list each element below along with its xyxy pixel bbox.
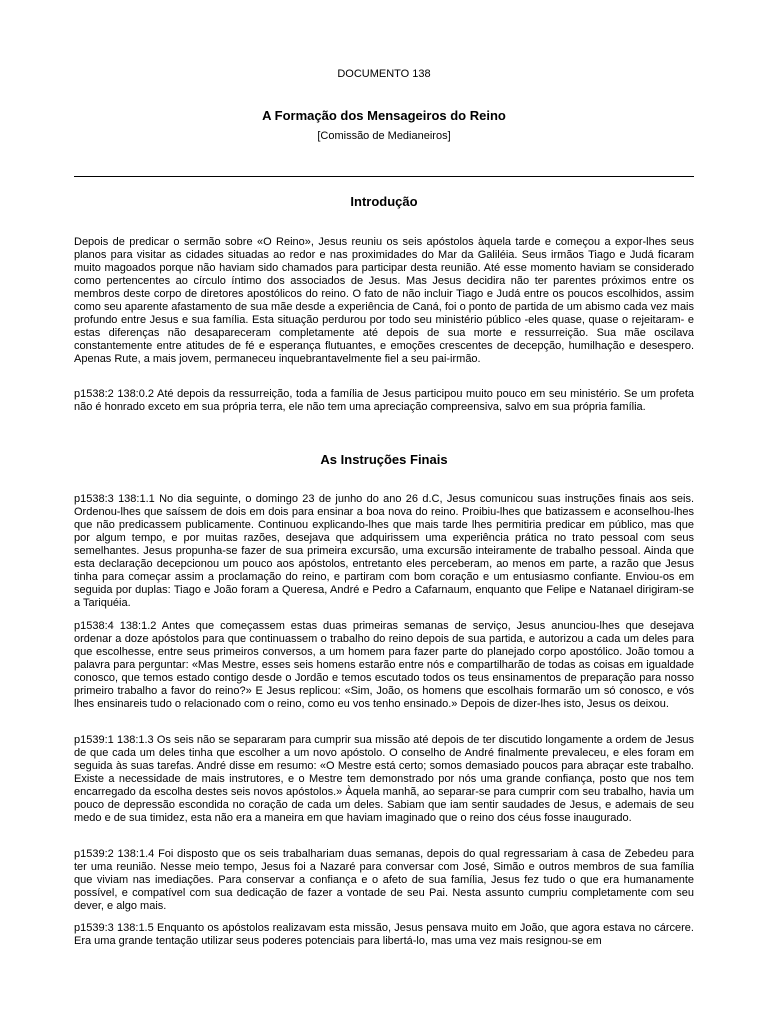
paragraph-instrucoes-2: p1538:4 138:1.2 Antes que começassem estas duas primeiras semanas de serviço, Jesus anunciou-lhes que desejava ordenar a doze apóstolos para que continuassem o trabalho do reino depois de sua partida, e autorizou a cada um deles para que escolhesse, entre seus primeiros conversos, a um homem para fazer parte do planejado corpo apostólico. João tomou a palavra para perguntar: «Mas Mestre, esses seis homens estarão entre nós e compartilharão de todas as coisas em igualdade conosco, que temos estado contigo desde o Jordão e temos escutado todos os teus ensinamentos de preparação para nosso primeiro trabalho a favor do reino?» E Jesus replicou: «Sim, João, os homens que escolhais formarão um só conosco, e vós lhes ensinareis tudo o relacionado com o reino, como eu vos tenho ensinado.» Depois de dizer-lhes isto, Jesus os deixou. [74,620,694,710]
section-heading-introducao: Introdução [350,194,418,209]
section-heading-instrucoes-finais: As Instruções Finais [320,452,448,467]
document-number: DOCUMENTO 138 [337,68,431,80]
paragraph-instrucoes-3: p1539:1 138:1.3 Os seis não se separaram para cumprir sua missão até depois de ter discutido longamente a ordem de Jesus de que cada um deles tinha que escolher a um novo apóstolo. O conselho de André finalmente prevaleceu, e eles foram em seguida às suas tarefas. André disse em resumo: «O Mestre está certo; somos demasiado poucos para abraçar este trabalho. Existe a necessidade de mais instrutores, e o Mestre tem demonstrado por nós uma grande confiança, posto que nos tem encarregado da escolha destes seis novos apóstolos.» Àquela manhã, ao separar-se para cumprir com seu trabalho, havia um pouco de depressão escondida no coração de cada um deles. Sabiam que iam sentir saudades de Jesus, e ademais de seu medo e de sua timidez, esta não era a maneira em que haviam imaginado que o reino dos céus fosse inaugurado. [74,734,694,824]
document-subtitle: [Comissão de Medianeiros] [317,130,451,142]
paragraph-instrucoes-4: p1539:2 138:1.4 Foi disposto que os seis trabalhariam duas semanas, depois do qual regressariam à casa de Zebedeu para ter uma reunião. Nesse meio tempo, Jesus foi a Nazaré para conversar com José, Simão e outros membros de sua família que viviam nas imediações. Para conservar a confiança e o afeto de sua família, Jesus fez tudo o que era humanamente possível, e compatível com sua dedicação de fazer a vontade de seu Pai. Nesta assunto cumpriu completamente com seu dever, e algo mais. [74,848,694,912]
paragraph-instrucoes-1: p1538:3 138:1.1 No dia seguinte, o domingo 23 de junho do ano 26 d.C, Jesus comunicou suas instruções finais aos seis. Ordenou-lhes que saíssem de dois em dois para ensinar a boa nova do reino. Proibiu-lhes que batizassem e aconselhou-lhes que não predicassem publicamente. Continuou explicando-lhes que mais tarde lhes permitiria predicar em público, mas que por algum tempo, e por muitas razões, desejava que adquirissem uma experiência prática no trato pessoal com seus semelhantes. Jesus propunha-se fazer de sua primeira excursão, uma excursão inteiramente de trabalho pessoal. Ainda que esta declaração decepcionou um pouco aos apóstolos, entretanto eles perceberam, ao menos em parte, a razão que Jesus tinha para começar assim a proclamação do reino, e partiram com bom coração e um entusiasmo confiante. Enviou-os em seguida por duplas: Tiago e João foram a Queresa, André e Pedro a Cafarnaum, enquanto que Felipe e Natanael dirigiram-se a Tariquéia. [74,493,694,609]
document-title: A Formação dos Mensageiros do Reino [262,108,506,123]
paragraph-intro-2: p1538:2 138:0.2 Até depois da ressurreição, toda a família de Jesus participou muito pouco em seu ministério. Se um profeta não é honrado exceto em sua própria terra, ele não tem uma apreciação compreensiva, salvo em sua própria família. [74,388,694,413]
horizontal-divider [74,176,694,177]
paragraph-instrucoes-5: p1539:3 138:1.5 Enquanto os apóstolos realizavam esta missão, Jesus pensava muito em João, que agora estava no cárcere. Era uma grande tentação utilizar seus poderes potenciais para libertá-lo, mas uma vez mais resignou-se em [74,922,694,947]
paragraph-intro-1: Depois de predicar o sermão sobre «O Reino», Jesus reuniu os seis apóstolos àquela tarde e começou a expor-lhes seus planos para visitar as cidades situadas ao redor e nas proximidades do Mar da Galiléia. Seus irmãos Tiago e Judá ficaram muito magoados porque não haviam sido chamados para participar desta reunião. Até esse momento haviam se considerado como pertencentes ao círculo íntimo dos associados de Jesus. Mas Jesus decidira não ter parentes próximos entre os membros deste corpo de diretores apostólicos do reino. O fato de não incluir Tiago e Judá entre os poucos escolhidos, assim como seu aparente afastamento de sua mãe desde a experiência de Caná, foi o ponto de partida de um abismo cada vez mais profundo entre Jesus e sua família. Esta situação perdurou por todo seu ministério público -eles quase, quase o rejeitaram- e estas diferenças não desapareceram completamente até depois de sua morte e ressurreição. Sua mãe oscilava constantemente entre atitudes de fé e esperança flutuantes, e emoções crescentes de decepção, humilhação e desespero. Apenas Rute, a mais jovem, permaneceu inquebrantavelmente fiel a seu pai-irmão. [74,236,694,365]
